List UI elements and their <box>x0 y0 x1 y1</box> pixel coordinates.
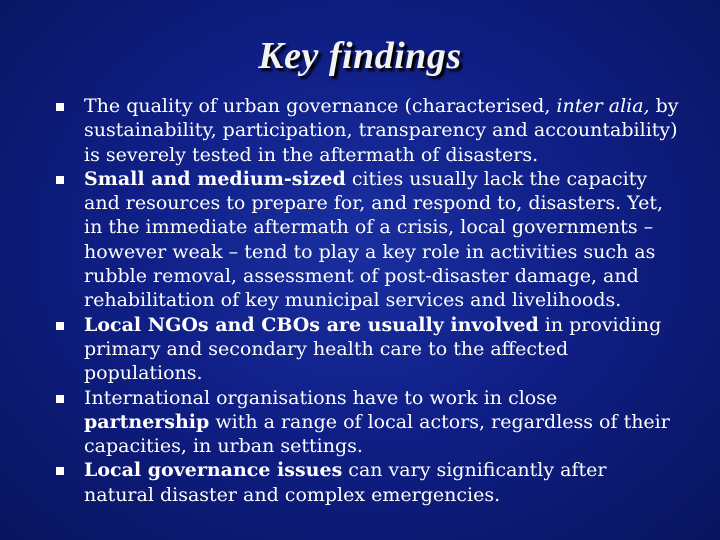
bullet-text: by sustainability, participation, transparency and accountability) is severely tested in the aftermath of disasters. <box>84 95 679 166</box>
bullet-text: can vary significantly after natural disaster and complex emergencies. <box>84 459 607 506</box>
bullet-text: in providing primary and secondary health care to the affected populations. <box>84 313 662 385</box>
square-bullet-icon <box>56 103 64 111</box>
square-bullet-icon <box>56 467 64 475</box>
square-bullet-icon <box>56 395 64 403</box>
bullet-text-bold: partnership <box>84 410 210 433</box>
bullet-text-italic: inter alia, <box>556 95 650 117</box>
bullet-item <box>52 167 682 313</box>
bullet-text: with a range of local actors, regardless of their capacities, in urban settings. <box>84 410 670 458</box>
bullet-item <box>52 458 682 507</box>
slide-title: Key findings <box>258 35 462 77</box>
bullet-text-bold: Local NGOs and CBOs are usually involved <box>84 313 539 336</box>
bullet-item <box>52 94 682 167</box>
bullet-text: cities usually lack the capacity and resources to prepare for, and respond to, disasters. Yet, in the immediate aftermath of a crisis, local governments – however weak – tend to play a key role in activities such as rubble removal, assessment of post-disaster damage, and rehabilitation of key municipal services and livelihoods. <box>84 167 663 312</box>
bullet-text: International organisations have to work in close <box>84 386 558 409</box>
square-bullet-icon <box>56 322 64 330</box>
bullet-list <box>52 94 682 507</box>
bullet-text-bold: Small and medium-sized <box>84 167 346 190</box>
bullet-item <box>52 313 682 386</box>
bullet-text-bold: Local governance issues <box>84 459 343 482</box>
square-bullet-icon <box>56 176 64 184</box>
bullet-item <box>52 386 682 459</box>
bullet-text: The quality of urban governance (characterised, <box>84 95 557 117</box>
